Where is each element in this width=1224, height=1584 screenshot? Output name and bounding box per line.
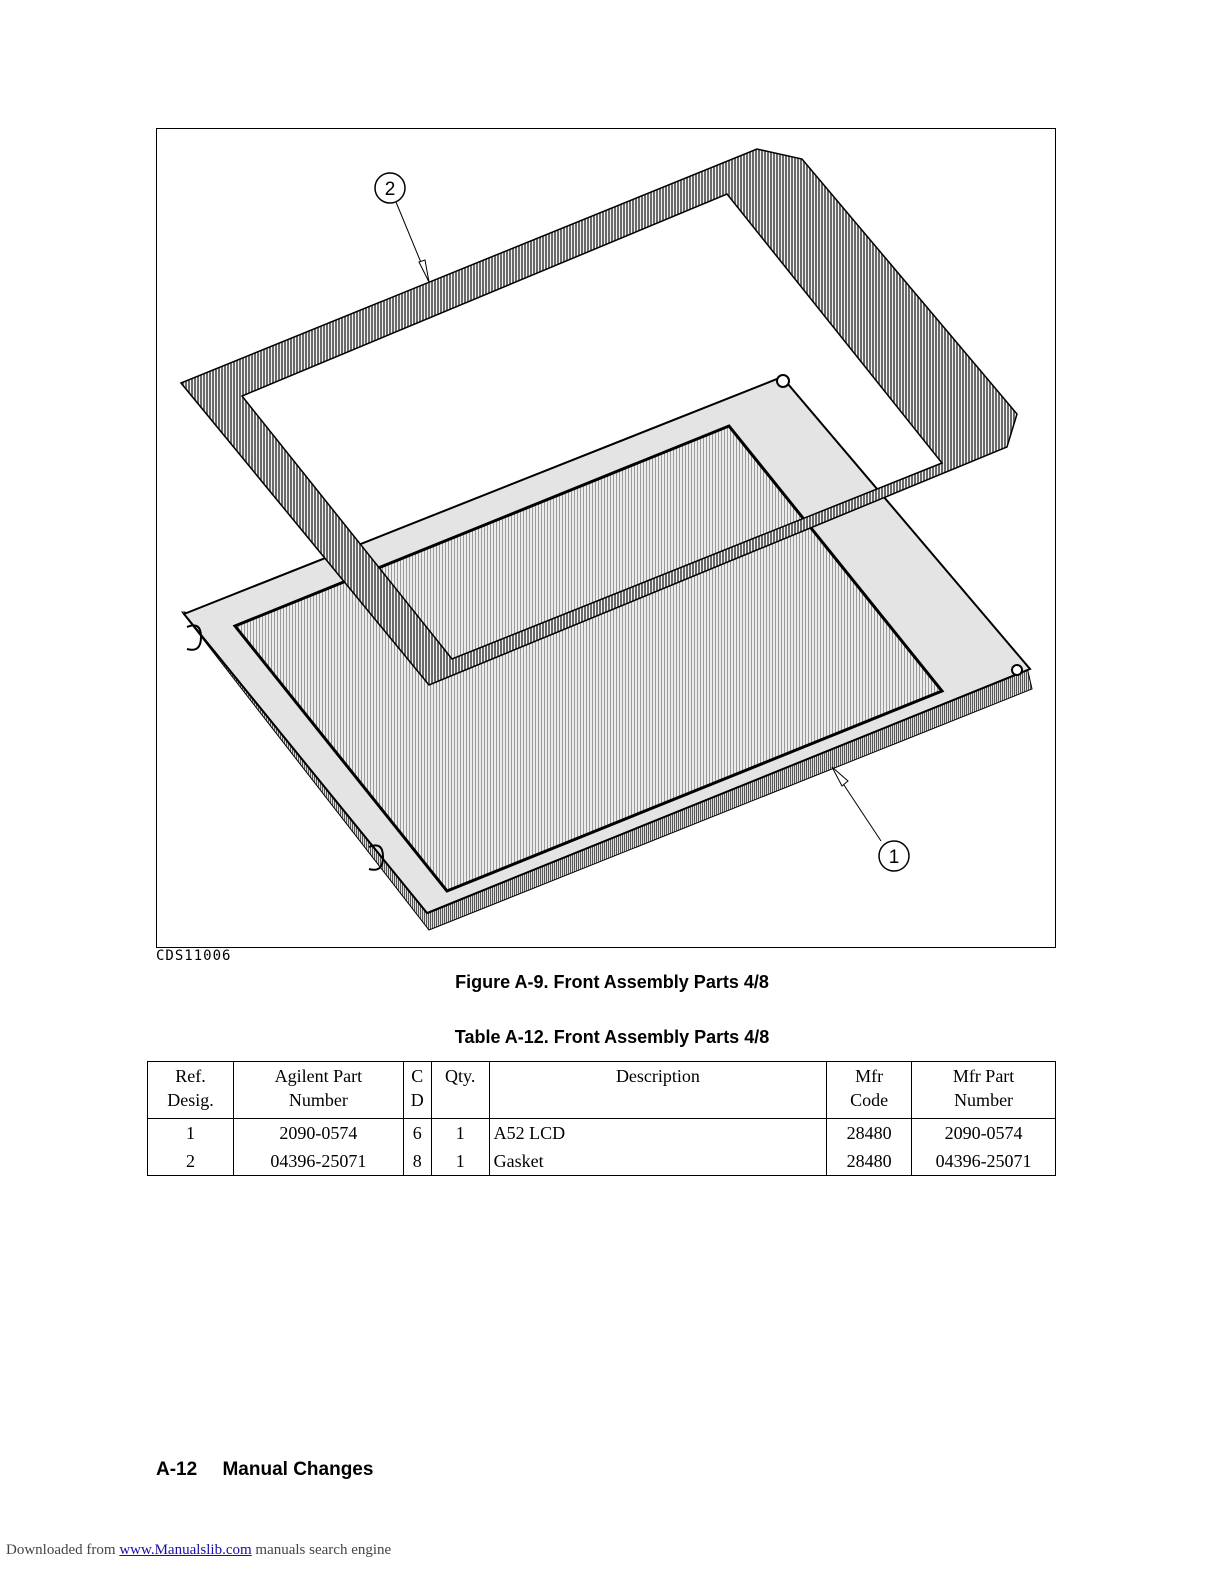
cell-mfr-part: 2090-0574 <box>912 1119 1056 1148</box>
table-row <box>148 1119 1056 1148</box>
cell-cd: 8 <box>403 1147 431 1176</box>
table-header-row <box>148 1062 1056 1119</box>
figure-frame <box>156 128 1056 948</box>
cell-ref: 2 <box>148 1147 234 1176</box>
figure-code: CDS11006 <box>156 948 232 964</box>
cell-part: 2090-0574 <box>233 1119 403 1148</box>
cell-qty: 1 <box>431 1119 489 1148</box>
callout-2 <box>375 173 429 282</box>
col-mfr-code: Mfr Code <box>827 1062 912 1119</box>
cell-mfr-part: 04396-25071 <box>912 1147 1056 1176</box>
cell-part: 04396-25071 <box>233 1147 403 1176</box>
mount-hole <box>1012 665 1022 675</box>
page-footer <box>156 1459 373 1481</box>
cell-mfr-code: 28480 <box>827 1147 912 1176</box>
mount-tab <box>187 625 201 649</box>
cell-ref: 1 <box>148 1119 234 1148</box>
cell-qty: 1 <box>431 1147 489 1176</box>
table-caption: Table A-12. Front Assembly Parts 4/8 <box>454 1027 770 1047</box>
col-mfr-part: Mfr Part Number <box>912 1062 1056 1119</box>
mount-hole <box>777 375 789 387</box>
manualslib-link[interactable]: www.Manualslib.com <box>119 1542 252 1558</box>
cell-cd: 6 <box>403 1119 431 1148</box>
col-ref-desig: Ref. Desig. <box>148 1062 234 1119</box>
col-qty: Qty. <box>431 1062 489 1119</box>
cell-mfr-code: 28480 <box>827 1119 912 1148</box>
parts-table <box>147 1061 1056 1176</box>
col-cd: C D <box>403 1062 431 1119</box>
cell-desc: A52 LCD <box>489 1119 827 1148</box>
col-agilent-part: Agilent Part Number <box>233 1062 403 1119</box>
callout-label: 2 <box>384 179 396 200</box>
table-row <box>148 1147 1056 1176</box>
page-number: A-12 <box>156 1459 198 1480</box>
callout-label: 1 <box>888 847 900 868</box>
cell-desc: Gasket <box>489 1147 827 1176</box>
download-notice: Downloaded from www.Manualslib.com manuals search engine <box>6 1542 392 1558</box>
callout-1 <box>832 767 909 871</box>
col-description: Description <box>489 1062 827 1119</box>
exploded-view-drawing <box>157 129 1057 949</box>
figure-caption: Figure A-9. Front Assembly Parts 4/8 <box>455 972 769 992</box>
section-title: Manual Changes <box>222 1459 374 1480</box>
